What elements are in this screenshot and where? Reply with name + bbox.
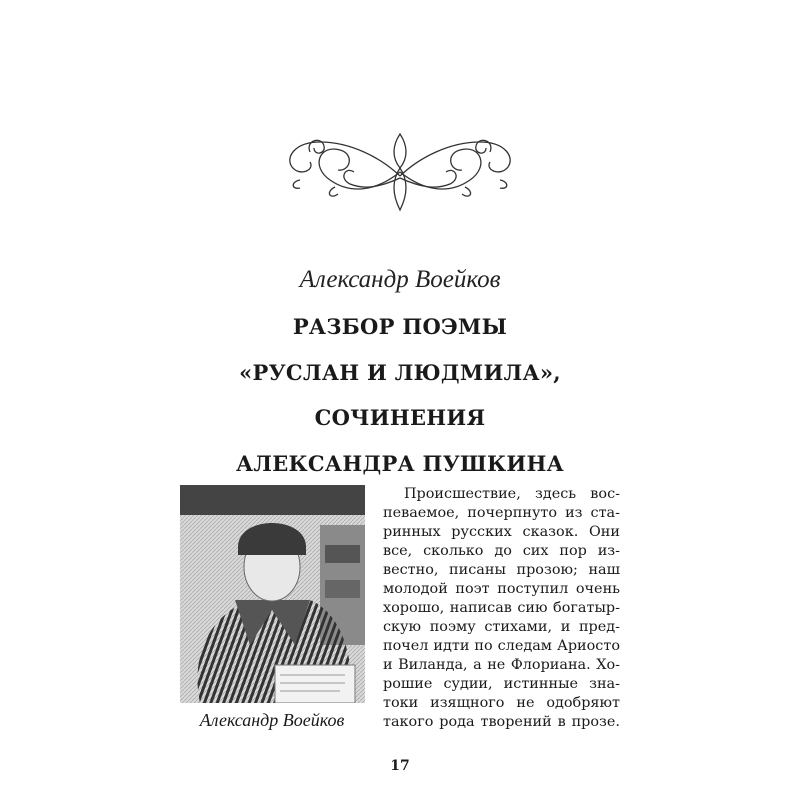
author-name: Александр Воейков xyxy=(299,266,501,293)
text-line: певаемое, почерпнуто из ста- xyxy=(383,505,620,521)
text-line: вестно, писаны прозою; наш xyxy=(383,562,620,578)
text-line: Происшествие, здесь вос- xyxy=(404,486,620,502)
text-line: все, сколько до сих пор из- xyxy=(383,543,620,559)
text-line: молодой поэт поступил очень xyxy=(383,581,620,597)
text-line: рошие судии, истинные зна- xyxy=(383,676,620,692)
text-line: хорошо, написав сию богатыр- xyxy=(383,600,620,616)
text-line: почел идти по следам Ариосто xyxy=(383,638,620,654)
title-line: РАЗБОР ПОЭМЫ xyxy=(292,314,508,339)
text-line: такого рода творений в прозе. xyxy=(383,714,620,730)
text-line: токи изящного не одобряют xyxy=(383,695,620,711)
title-line: АЛЕКСАНДРА ПУШКИНА xyxy=(235,450,565,476)
title-line: «РУСЛАН И ЛЮДМИЛА», xyxy=(239,359,561,385)
portrait-engraving xyxy=(180,485,365,703)
portrait-caption: Александр Воейков xyxy=(199,710,345,730)
body-paragraph xyxy=(383,485,620,732)
text-line: ринных русских сказок. Они xyxy=(383,524,620,540)
text-line: скую поэму стихами, и пред- xyxy=(383,619,620,635)
chapter-title xyxy=(0,304,800,486)
text-line: и Виланда, а не Флориана. Хо- xyxy=(383,657,620,673)
title-line: СОЧИНЕНИЯ xyxy=(314,405,486,430)
page-number: 17 xyxy=(390,758,410,774)
decorative-flourish xyxy=(280,132,520,214)
